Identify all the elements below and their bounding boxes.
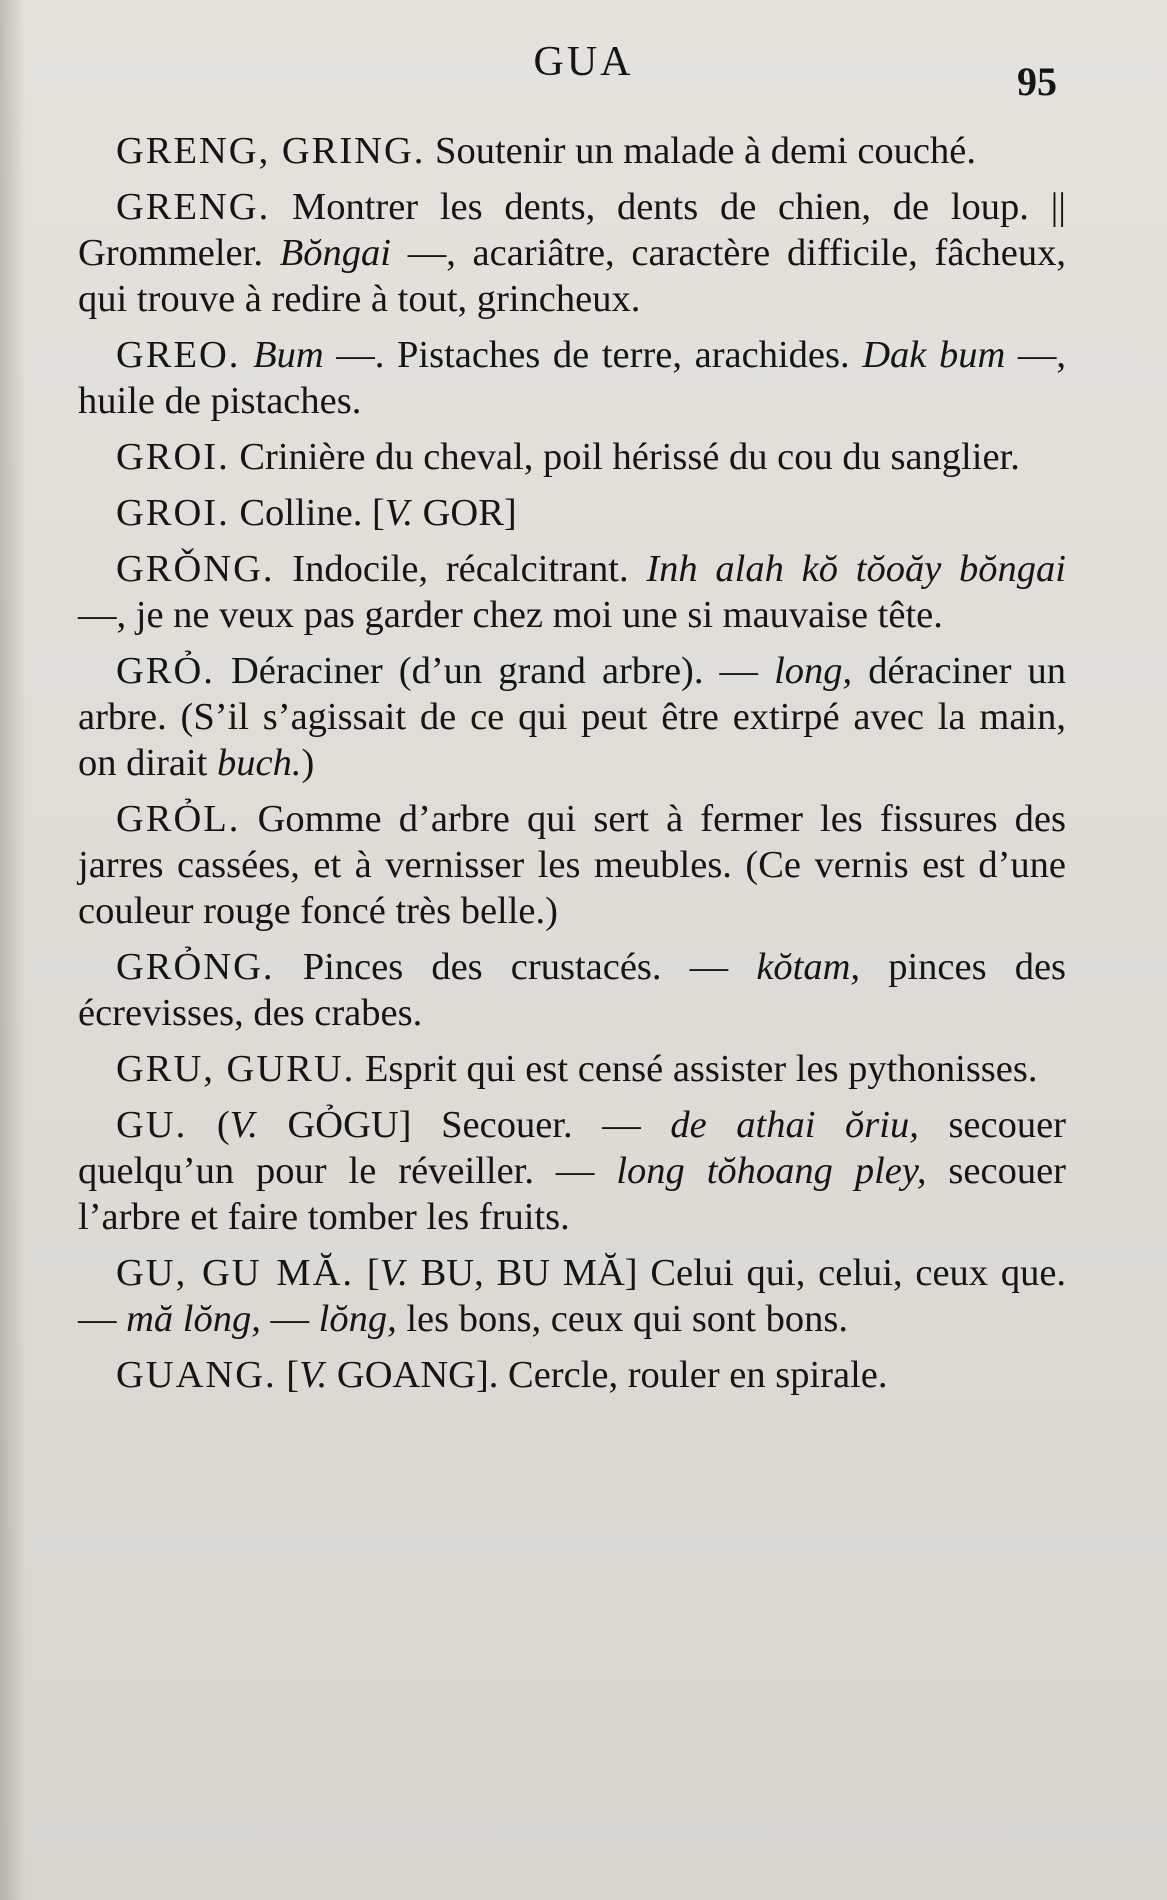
- dictionary-entry: [78, 490, 1066, 536]
- definition: Montrer les dents, dents de chien, de loup. || Grommeler.: [78, 186, 1067, 274]
- headword: GU, GU MĂ.: [116, 1252, 355, 1294]
- dictionary-entry: [78, 648, 1066, 786]
- definition: [: [286, 1354, 300, 1396]
- definition: les bons, ceux qui sont bons.: [406, 1298, 848, 1340]
- running-head: GUA: [533, 39, 634, 85]
- definition: —. Pistaches de terre, arachides.: [336, 334, 850, 376]
- definition: pinces des écrevisses, des crabes.: [78, 946, 1067, 1034]
- definition: —, acariâtre, caractère difficile, fâcheux, qui trouve à redire à tout, grincheux.: [78, 232, 1067, 320]
- example-term: Bŏngai: [279, 232, 391, 274]
- headword: GREO.: [116, 334, 241, 376]
- definition: Esprit qui est censé assister les pythonisses.: [364, 1048, 1038, 1090]
- definition: BU, BU MĂ] Celui qui, celui, ceux que. —: [78, 1252, 1067, 1340]
- definition: (: [216, 1104, 230, 1146]
- example-term: Dak bum: [862, 334, 1006, 376]
- definition: GỎGU] Secouer. —: [287, 1104, 641, 1146]
- headword: GRỎNG.: [116, 946, 275, 988]
- headword: GRỎL.: [116, 798, 241, 840]
- example-term: kŏtam,: [756, 946, 861, 988]
- definition: secouer quelqu’un pour le réveiller. —: [78, 1104, 1067, 1192]
- dictionary-entry: [78, 1352, 1066, 1398]
- headword: GRǑNG.: [116, 548, 275, 590]
- headword: GU.: [116, 1104, 188, 1146]
- dictionary-entry: [78, 184, 1066, 322]
- definition: déraciner un arbre. (S’il s’agissait de ce qui peut être extirpé avec la main, on dirait: [78, 650, 1067, 784]
- dictionary-entry: [78, 434, 1066, 480]
- dictionary-entry: [78, 1046, 1066, 1092]
- definition: [: [366, 1252, 380, 1294]
- headword: GRU, GURU.: [116, 1048, 356, 1090]
- example-term: Inh alah kŏ tŏoăy bŏngai: [646, 548, 1066, 590]
- definition: —, je ne veux pas garder chez moi une si mauvaise tête.: [78, 594, 943, 636]
- dictionary-entry: [78, 1102, 1066, 1240]
- example-term: long tŏhoang pley,: [616, 1150, 927, 1192]
- dictionary-entry: [78, 332, 1066, 424]
- dictionary-entry: [78, 1250, 1066, 1342]
- definition: GOANG]. Cercle, rouler en spirale.: [336, 1354, 888, 1396]
- definition: —, huile de pistaches.: [78, 334, 1067, 422]
- cross-reference: GOR]: [422, 492, 517, 534]
- headword: GROI.: [116, 436, 230, 478]
- definition: Crinière du cheval, poil hérissé du cou du sanglier.: [239, 436, 1020, 478]
- example-term: buch.: [217, 742, 302, 784]
- example-term: Bum: [253, 334, 324, 376]
- definition: Soutenir un malade à demi couché.: [435, 130, 976, 172]
- definition: Pinces des crustacés. —: [302, 946, 729, 988]
- cross-reference-marker: V.: [299, 1354, 328, 1396]
- cross-reference-marker: V.: [229, 1104, 258, 1146]
- headword: GRỎ.: [116, 650, 215, 692]
- definition: secouer l’arbre et faire tomber les fruits.: [78, 1150, 1066, 1238]
- cross-reference-marker: V.: [384, 492, 413, 534]
- example-term: lŏng,: [318, 1298, 397, 1340]
- dictionary-entry: [78, 796, 1066, 934]
- definition: ): [301, 742, 315, 784]
- example-term: de athai ŏriu,: [670, 1104, 919, 1146]
- headword: GROI.: [116, 492, 230, 534]
- dictionary-entry: [78, 546, 1066, 638]
- definition: Indocile, récalcitrant.: [292, 548, 629, 590]
- headword: GUANG.: [116, 1354, 277, 1396]
- entry-list: [78, 128, 1066, 1408]
- definition: Déraciner (d’un grand arbre). —: [230, 650, 759, 692]
- example-term: mă lŏng,: [126, 1298, 261, 1340]
- definition: —: [270, 1298, 309, 1340]
- dictionary-entry: [78, 944, 1066, 1036]
- page-number: 95: [1017, 59, 1057, 104]
- cross-reference-marker: V.: [379, 1252, 408, 1294]
- page-gutter-shadow: [0, 0, 26, 1900]
- headword: GRENG, GRING.: [116, 130, 426, 172]
- dictionary-entry: [78, 128, 1066, 174]
- headword: GRENG.: [116, 186, 271, 228]
- definition: Colline. [: [239, 492, 385, 534]
- example-term: long,: [774, 650, 853, 692]
- definition: Gomme d’arbre qui sert à fermer les fissures des jarres cassées, et à vernisser les meubles. (Ce vernis est d’une couleur rouge foncé très belle.): [78, 798, 1067, 932]
